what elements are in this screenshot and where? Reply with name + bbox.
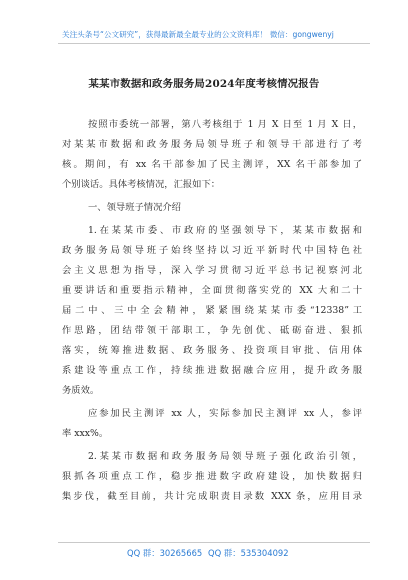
body-line: 对某某市数据和政务服务局领导班子和领导干部进行了考 [62,139,362,150]
body-line: 核。期间，有 xx 名干部参加了民主测评，XX 名干部参加了 [62,159,362,170]
body-line: 应参加民主测评 xx 人，实际参加民主测评 xx 人，参评 [88,408,362,419]
body-line: 系建设等重点工作，持续推进数据融合应用，提升政务服 [62,365,362,376]
body-line: 1.在某某市委、市政府的坚强领导下，某某市数据和 [88,225,362,236]
body-line: 集步伐，截至目前，共计完成职责目录数 XXX 条，应用目录 [62,491,362,502]
body-line: 届二中、三中全会精神，紧紧围绕某某市委“12338”工 [62,305,362,316]
body-line: 务质效。 [62,385,100,396]
body-line: 2.某某市数据和政务服务局领导班子强化政治引领， [88,451,362,462]
body-line: 落实，统筹推进数据、政务服务、投资项目审批、信用体 [62,345,362,356]
body-line: 狠抓各项重点工作，稳步推进数字政府建设，加快数据归 [62,471,362,482]
header-divider [58,43,370,44]
footer-qq-group-2: QQ 群：535304092 [208,548,289,558]
footer-qq-group-1: QQ 群：30265665 [127,548,203,558]
footer-divider [58,542,370,543]
body-line: 率 xxx%。 [62,428,109,439]
body-line: 重要讲话和重要指示精神，全面贯彻落实党的 XX 大和二十 [62,285,362,296]
body-line: 会主义思想为指导，深入学习贯彻习近平总书记视察河北 [62,265,362,276]
body-line: 一、领导班子情况介绍 [88,202,181,213]
body-line: 个别谈话。具体考核情况，汇报如下： [62,179,221,190]
body-line: 政务服务局领导班子始终坚持以习近平新时代中国特色社 [62,245,362,256]
body-line: 作思路，团结带领干部职工，争先创优、砥砺奋进、狠抓 [62,325,362,336]
document-title: 某某市数据和政务服务局2024年度考核情况报告 [88,78,320,90]
header-note: 关注头条号“公文研究”，获得最新最全最专业的公文资料库！ 微信：gongwenyj [62,30,334,39]
body-line: 按照市委统一部署，第八考核组于 1 月 X 日至 1 月 X 日， [88,119,362,130]
